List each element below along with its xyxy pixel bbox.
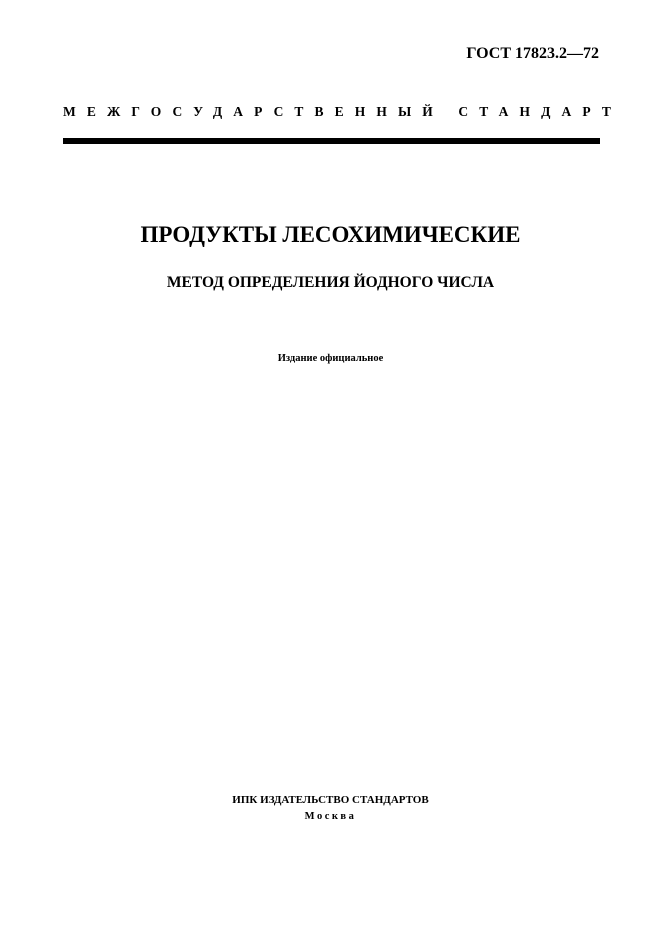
publisher-city: Москва bbox=[304, 811, 357, 822]
standard-type: МЕЖГОСУДАРСТВЕННЫЙ СТАНДАРТ bbox=[63, 104, 622, 119]
edition-label: Издание официальное bbox=[277, 353, 384, 364]
publisher: ИПК ИЗДАТЕЛЬСТВО СТАНДАРТОВ bbox=[232, 794, 429, 806]
header-divider bbox=[63, 138, 600, 144]
document-subtitle: МЕТОД ОПРЕДЕЛЕНИЯ ЙОДНОГО ЧИСЛА bbox=[166, 274, 495, 291]
document-title: ПРОДУКТЫ ЛЕСОХИМИЧЕСКИЕ bbox=[140, 222, 521, 247]
standard-code: ГОСТ 17823.2—72 bbox=[466, 45, 599, 62]
